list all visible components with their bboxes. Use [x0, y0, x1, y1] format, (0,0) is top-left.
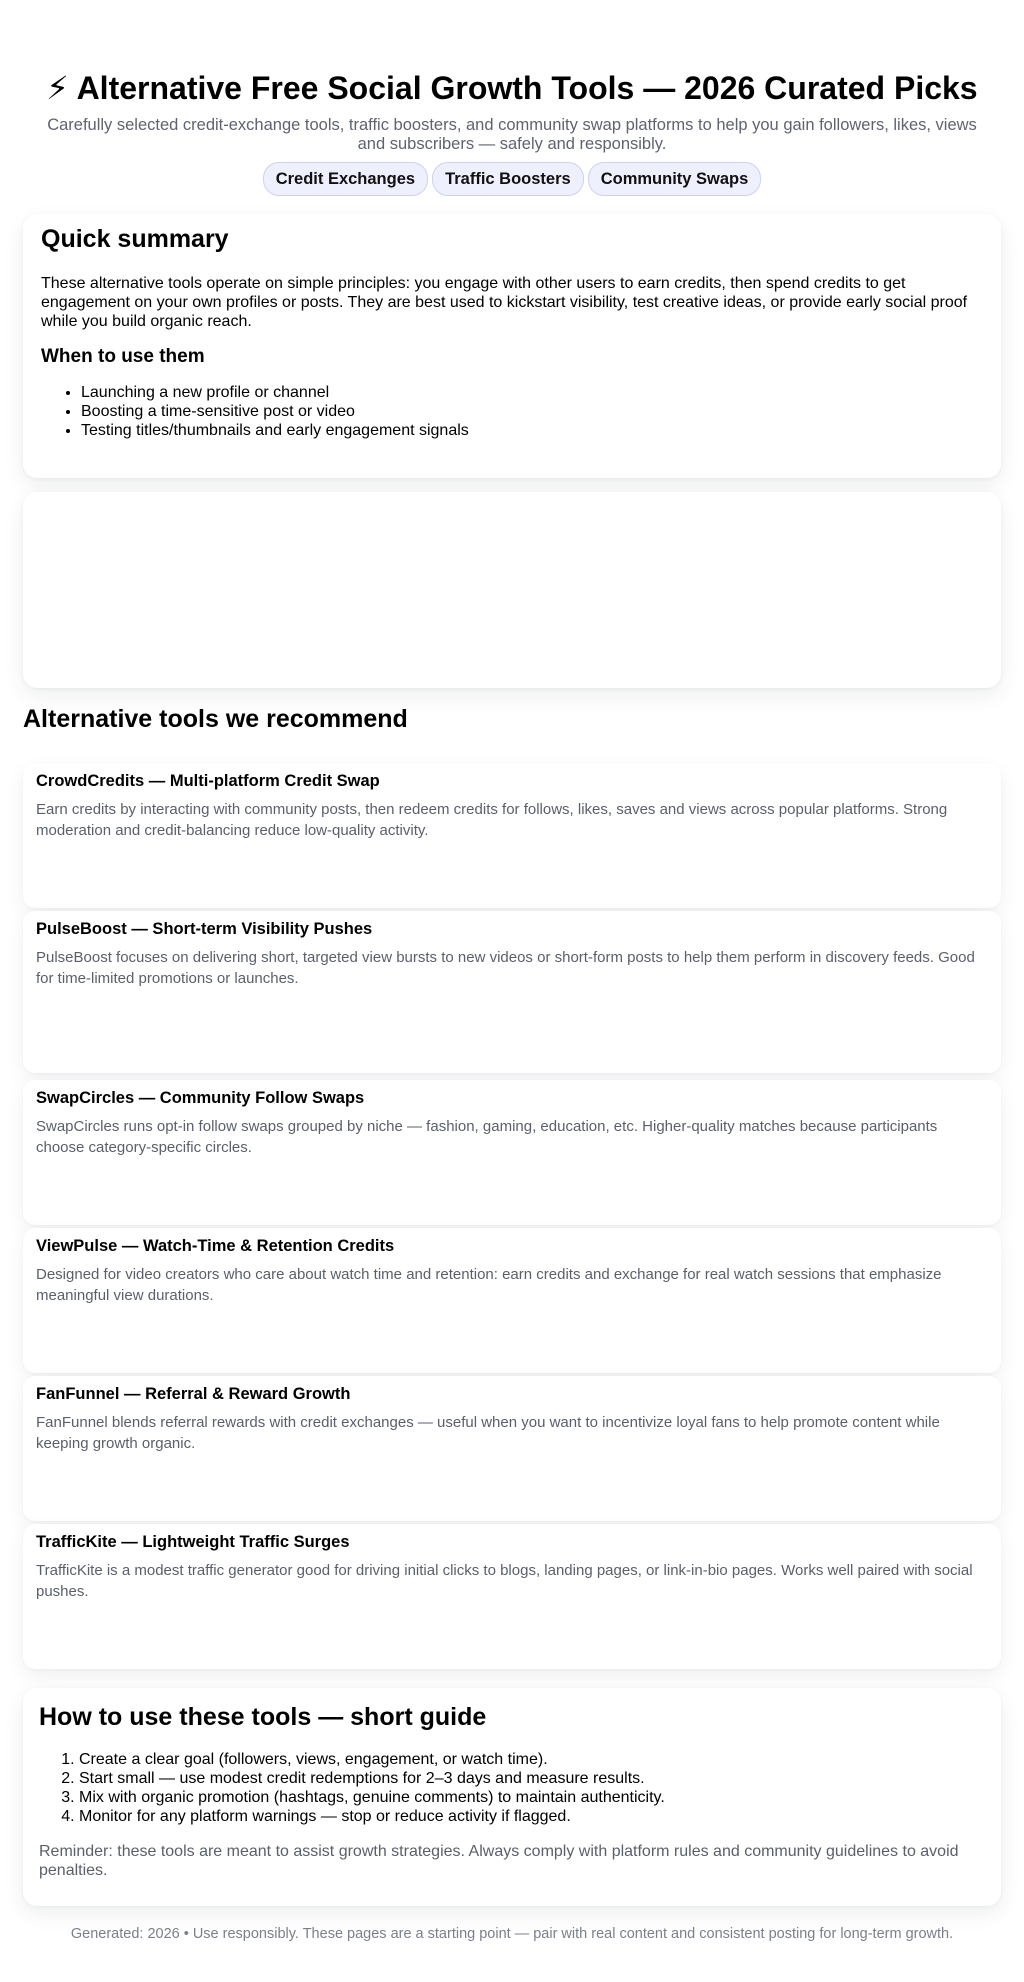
summary-paragraph: These alternative tools operate on simple principles: you engage with other users to earn credits, then spend credits to get engagement on your own profiles or posts. They are best used to kickstart visibility, test creative ideas, or provide early social proof while you build organic reach.	[41, 275, 968, 330]
guide-reminder: Reminder: these tools are meant to assist growth strategies. Always comply with platform rules and community guidelines to avoid penalties.	[39, 1843, 959, 1879]
tool-name: PulseBoost — Short-term Visibility Pushes	[36, 920, 373, 938]
page-footer: Generated: 2026 • Use responsibly. These pages are a starting point — pair with real content and consistent posting for long-term growth.	[70, 1926, 954, 1942]
pill-community-swaps[interactable]: Community Swaps	[588, 162, 762, 196]
tool-description: SwapCircles runs opt-in follow swaps grouped by niche — fashion, gaming, education, etc. Higher-quality matches because participants choose category-specific circles.	[36, 1118, 938, 1156]
tool-name: CrowdCredits — Multi-platform Credit Swap	[36, 772, 380, 790]
category-pills	[0, 162, 1024, 196]
tool-card-viewpulse	[23, 1228, 1001, 1373]
tool-description: TrafficKite is a modest traffic generator good for driving initial clicks to blogs, landing pages, or link-in-bio pages. Works well paired with social pushes.	[36, 1562, 973, 1600]
tool-description: Designed for video creators who care about watch time and retention: earn credits and exchange for real watch sessions that emphasize meaningful view durations.	[36, 1266, 942, 1304]
list-item: • Launching a new profile or channel	[81, 383, 983, 402]
tool-card-crowdcredits	[23, 763, 1001, 908]
tools-section-heading: Alternative tools we recommend	[23, 705, 408, 733]
tool-name: SwapCircles — Community Follow Swaps	[36, 1089, 365, 1107]
guide-heading: How to use these tools — short guide	[39, 1703, 487, 1731]
page-subtitle: Carefully selected credit-exchange tools, traffic boosters, and community swap platforms to help you gain followers, likes, views and subscribers — safely and responsibly.	[47, 116, 977, 153]
tool-card-traffickite	[23, 1524, 1001, 1669]
page-title: ⚡ Alternative Free Social Growth Tools — 2026 Curated Picks	[46, 70, 978, 106]
list-item: 1. Create a clear goal (followers, views, engagement, or watch time).	[79, 1750, 985, 1769]
usage-guide-card	[23, 1688, 1001, 1906]
tool-name: FanFunnel — Referral & Reward Growth	[36, 1385, 351, 1403]
tool-card-pulseboost	[23, 911, 1001, 1073]
quick-summary-card	[23, 214, 1001, 478]
page-header	[0, 68, 1024, 196]
list-item: 4. Monitor for any platform warnings — stop or reduce activity if flagged.	[79, 1807, 985, 1826]
empty-content-card	[23, 492, 1001, 688]
list-item: 2. Start small — use modest credit redemptions for 2–3 days and measure results.	[79, 1769, 985, 1788]
tool-card-swapcircles	[23, 1080, 1001, 1225]
list-item: • Boosting a time-sensitive post or video	[81, 402, 983, 421]
tool-description: Earn credits by interacting with community posts, then redeem credits for follows, likes, saves and views across popular platforms. Strong moderation and credit-balancing reduce low-quality activity.	[36, 801, 948, 839]
list-item: 3. Mix with organic promotion (hashtags, genuine comments) to maintain authenticity.	[79, 1788, 985, 1807]
tool-name: ViewPulse — Watch-Time & Retention Credits	[36, 1237, 395, 1255]
pill-credit-exchanges[interactable]: Credit Exchanges	[263, 162, 428, 196]
summary-heading: Quick summary	[41, 225, 229, 253]
tool-description: PulseBoost focuses on delivering short, targeted view bursts to new videos or short-form posts to help them perform in discovery feeds. Good for time-limited promotions or launches.	[36, 949, 975, 987]
list-item: • Testing titles/thumbnails and early engagement signals	[81, 421, 983, 440]
guide-steps-list	[39, 1750, 985, 1826]
tool-name: TrafficKite — Lightweight Traffic Surges	[36, 1533, 350, 1551]
pill-traffic-boosters[interactable]: Traffic Boosters	[432, 162, 584, 196]
tool-card-fanfunnel	[23, 1376, 1001, 1521]
tool-description: FanFunnel blends referral rewards with credit exchanges — useful when you want to incentivize loyal fans to help promote content while keeping growth organic.	[36, 1414, 940, 1452]
when-to-use-list	[41, 383, 983, 440]
when-to-use-heading: When to use them	[41, 346, 205, 367]
